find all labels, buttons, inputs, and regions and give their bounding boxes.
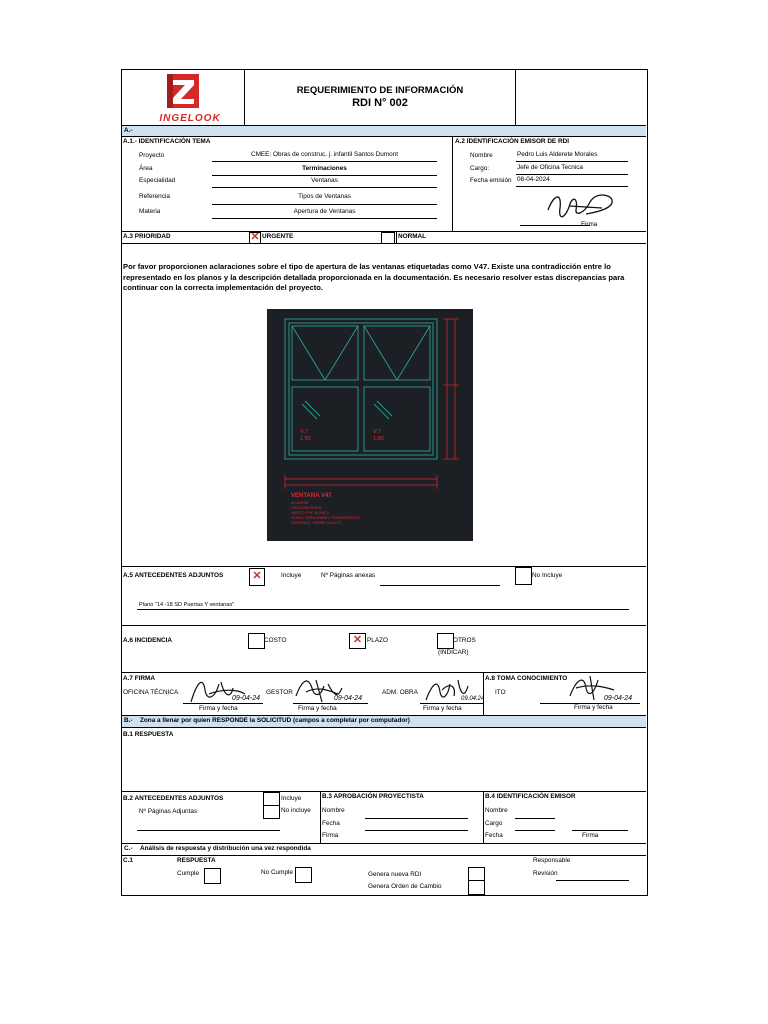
rdi-question: Por favor proporcionen aclaraciones sobre el tipo de apertura de las ventanas etiquetadas como V47. Existe una contradicción entre lo representado en los planos y la descripción detallada proporcionada en la documentación. Es necesario resolver estas discrepancias para continuar con la correcta implementación del proyecto. bbox=[123, 262, 625, 292]
drawing-caption-line: HERRAJES: CIERRE OCULTO bbox=[291, 521, 342, 525]
a5-check-x-icon: ✕ bbox=[252, 570, 262, 582]
others-label: OTROS bbox=[453, 637, 476, 644]
window-drawing bbox=[267, 309, 473, 541]
b2-not-includes-label: No incluye bbox=[281, 807, 311, 814]
section-a-bar bbox=[122, 125, 646, 137]
a5-includes-checkbox[interactable] bbox=[249, 568, 265, 586]
complies-checkbox[interactable] bbox=[204, 868, 221, 884]
a2-line bbox=[516, 186, 628, 187]
a1-field-label: Proyecto bbox=[139, 152, 165, 159]
a7-role-label: OFICINA TÉCNICA bbox=[123, 689, 179, 696]
signature-adm-obra bbox=[420, 672, 500, 706]
c1-label: C.1 bbox=[123, 857, 133, 864]
b3-b4-divider bbox=[483, 791, 484, 843]
a1-field-value: CMEE: Obras de construc. j. infantil Santos Dumont bbox=[250, 151, 399, 158]
a1-field-value: Apertura de Ventanas bbox=[293, 208, 356, 215]
urgent-checkbox[interactable] bbox=[249, 232, 261, 244]
a1-line bbox=[212, 175, 437, 176]
b4-signature-line bbox=[572, 830, 628, 831]
sign-caption: Firma y fecha bbox=[298, 705, 337, 712]
a5-includes-label: Incluye bbox=[281, 572, 302, 579]
not-complies-checkbox[interactable] bbox=[295, 867, 312, 883]
c1-responsible-label: Responsable bbox=[533, 857, 571, 864]
a1-field-value: Tipos de Ventanas bbox=[298, 193, 351, 200]
others-checkbox[interactable] bbox=[437, 633, 454, 649]
b1-label: B.1 RESPUESTA bbox=[123, 731, 174, 738]
b4-field-label: Cargo bbox=[485, 820, 503, 827]
c1-change-order-label: Genera Orden de Cambio bbox=[368, 883, 442, 890]
section-b-bar bbox=[122, 715, 646, 728]
b4-signature-label: Firma bbox=[582, 832, 599, 839]
a2-signature-label: Firma bbox=[581, 221, 598, 228]
b4-line bbox=[515, 830, 555, 831]
form-title: REQUERIMIENTO DE INFORMACIÓN bbox=[296, 85, 464, 96]
a5-pages-line bbox=[380, 585, 500, 586]
a7-role-label: ADM. OBRA bbox=[382, 689, 418, 696]
drawing-caption: VENTANA V47 bbox=[291, 493, 332, 499]
section-a-label: A.- bbox=[124, 127, 133, 134]
section-c-title: Análisis de respuesta y distribución una vez respondida bbox=[140, 845, 311, 852]
a2-signature-line bbox=[520, 225, 590, 226]
a2-field-label: Cargo: bbox=[470, 165, 490, 172]
a1-line bbox=[212, 161, 437, 162]
a1-field-label: Especialidad bbox=[139, 177, 176, 184]
a5-not-includes-checkbox[interactable] bbox=[515, 567, 532, 585]
a1-line bbox=[212, 204, 437, 205]
urgent-check-x-icon: ✕ bbox=[250, 231, 260, 243]
a1-field-label: Área bbox=[139, 165, 153, 172]
a5-pages-label: Nº Páginas anexas bbox=[321, 572, 376, 579]
a8-label: A.8 TOMA CONOCIMIENTO bbox=[485, 675, 568, 682]
a5-not-includes-label: No Incluye bbox=[532, 572, 563, 579]
signature-date: 09.04.24 bbox=[461, 696, 485, 702]
a7-role-label: GESTOR bbox=[266, 689, 293, 696]
b4-field-label: Nombre bbox=[485, 807, 508, 814]
a2-field-value: Pedro Luis Alderete Morales bbox=[517, 151, 598, 158]
change-order-checkbox[interactable] bbox=[468, 880, 485, 895]
normal-checkbox[interactable] bbox=[381, 232, 395, 244]
a2-field-value: 08-04-2024 bbox=[517, 176, 550, 183]
c1-new-rdi-label: Genera nueva RDI bbox=[368, 871, 422, 878]
drawing-caption-line: VIDRIO: TERMOPANEL TRANSPARENTE bbox=[291, 516, 360, 520]
c1-revision-line bbox=[556, 880, 629, 881]
drawing-label-right: V.7 bbox=[373, 429, 381, 435]
a1-line bbox=[212, 218, 437, 219]
rdi-number: RDI N° 002 bbox=[352, 97, 408, 109]
urgent-label: URGENTE bbox=[262, 233, 294, 240]
sign-line bbox=[183, 703, 263, 704]
a3-divider bbox=[396, 231, 397, 243]
sign-caption: Firma y fecha bbox=[574, 704, 613, 711]
others-sub-label: (INDICAR) bbox=[438, 649, 469, 656]
drawing-label-left-sub: 1.80 bbox=[300, 436, 311, 442]
signature-date: 09-04-24 bbox=[604, 695, 633, 702]
a1-field-value: Terminaciones bbox=[302, 165, 347, 172]
a1-field-value: Ventanas bbox=[311, 177, 338, 184]
b3-field-label: Nombre bbox=[322, 807, 345, 814]
c1-complies-label: Cumple bbox=[177, 870, 200, 877]
sign-caption: Firma y fecha bbox=[199, 705, 238, 712]
a2-label: A.2 IDENTIFICACIÓN EMISOR DE RDI bbox=[455, 138, 569, 145]
b2-pages-label: Nº Páginas Adjuntas bbox=[139, 808, 198, 815]
c1-response-label: RESPUESTA bbox=[177, 857, 216, 864]
a1-field-label: Referencia bbox=[139, 193, 170, 200]
b3-field-label: Fecha bbox=[322, 820, 340, 827]
drawing-caption-line: ALUMINIO bbox=[291, 501, 309, 505]
b3-field-label: Firma bbox=[322, 832, 339, 839]
b2-includes-checkbox[interactable] bbox=[263, 792, 280, 806]
a2-field-label: Nombre bbox=[470, 152, 493, 159]
a5-top-line bbox=[122, 566, 646, 567]
a5-plan-line bbox=[137, 609, 629, 610]
b4-label: B.4 IDENTIFICACIÓN EMISOR bbox=[485, 793, 576, 800]
drawing-label-left: V.7 bbox=[300, 429, 308, 435]
b2-not-includes-checkbox[interactable] bbox=[263, 805, 280, 819]
a5-label: A.5 ANTECEDENTES ADJUNTOS bbox=[123, 572, 224, 579]
a1-line bbox=[212, 187, 437, 188]
emisor-signature bbox=[540, 188, 620, 228]
header-divider-right bbox=[515, 70, 516, 125]
signature-date: 09-04-24 bbox=[334, 695, 363, 702]
a1-field-label: Materia bbox=[139, 208, 161, 215]
a2-field-value: Jefe de Oficina Tecnica bbox=[517, 164, 583, 171]
section-b-title: Zona a llenar por quien RESPONDE la SOLICITUD (campos a completar por computador) bbox=[140, 717, 410, 724]
normal-label: NORMAL bbox=[398, 233, 427, 240]
logo-text: INGELOOK bbox=[159, 113, 221, 124]
time-checkbox[interactable] bbox=[349, 633, 366, 649]
b2-top-line bbox=[122, 791, 646, 792]
b3-line bbox=[365, 818, 468, 819]
a1-a2-divider bbox=[452, 136, 453, 231]
cost-label: COSTO bbox=[264, 637, 287, 644]
section-b-label: B.- bbox=[124, 717, 133, 724]
a3-label: A.3 PRIORIDAD bbox=[123, 233, 171, 240]
drawing-caption-line: MARCO: PVC BLANCO bbox=[291, 511, 330, 515]
c1-not-complies-label: No Cumple bbox=[261, 869, 293, 876]
company-logo bbox=[150, 72, 230, 124]
a2-line bbox=[516, 161, 628, 162]
sign-line bbox=[420, 703, 483, 704]
a2-line bbox=[516, 174, 628, 175]
signature-date: 09-04-24 bbox=[232, 695, 261, 702]
b3-label: B.3 APROBACIÓN PROYECTISTA bbox=[322, 793, 424, 800]
a5-plan-reference: Plano "14 -18 SD Puertas Y ventanas" bbox=[139, 602, 235, 608]
drawing-caption-line: OSCILOBATIENTE bbox=[291, 506, 322, 510]
b2-b3-divider bbox=[320, 791, 321, 843]
b2-includes-label: Incluye bbox=[281, 795, 302, 802]
sign-caption: Firma y fecha bbox=[423, 705, 462, 712]
c1-revision-label: Revisión bbox=[533, 870, 558, 877]
section-c-bar bbox=[122, 843, 646, 856]
a7-label: A.7 FIRMA bbox=[123, 675, 155, 682]
time-label: PLAZO bbox=[367, 637, 388, 644]
time-check-x-icon: ✕ bbox=[352, 634, 363, 646]
a6-label: A.6 INCIDENCIA bbox=[123, 637, 173, 644]
sign-line bbox=[293, 703, 368, 704]
b3-line bbox=[365, 830, 468, 831]
b2-pages-line bbox=[137, 830, 280, 831]
b4-field-label: Fecha bbox=[485, 832, 503, 839]
cost-checkbox[interactable] bbox=[248, 633, 265, 649]
section-c-label: C.- bbox=[124, 845, 133, 852]
a8-role-label: ITO bbox=[495, 689, 506, 696]
a2-field-label: Fecha emisión bbox=[470, 177, 512, 184]
drawing-label-right-sub: 1.80 bbox=[373, 436, 384, 442]
a6-top-line bbox=[122, 625, 646, 626]
b4-line bbox=[515, 818, 555, 819]
a1-label: A.1.- IDENTIFICACIÓN TEMA bbox=[123, 138, 211, 145]
b2-label: B.2 ANTECEDENTES ADJUNTOS bbox=[123, 795, 224, 802]
